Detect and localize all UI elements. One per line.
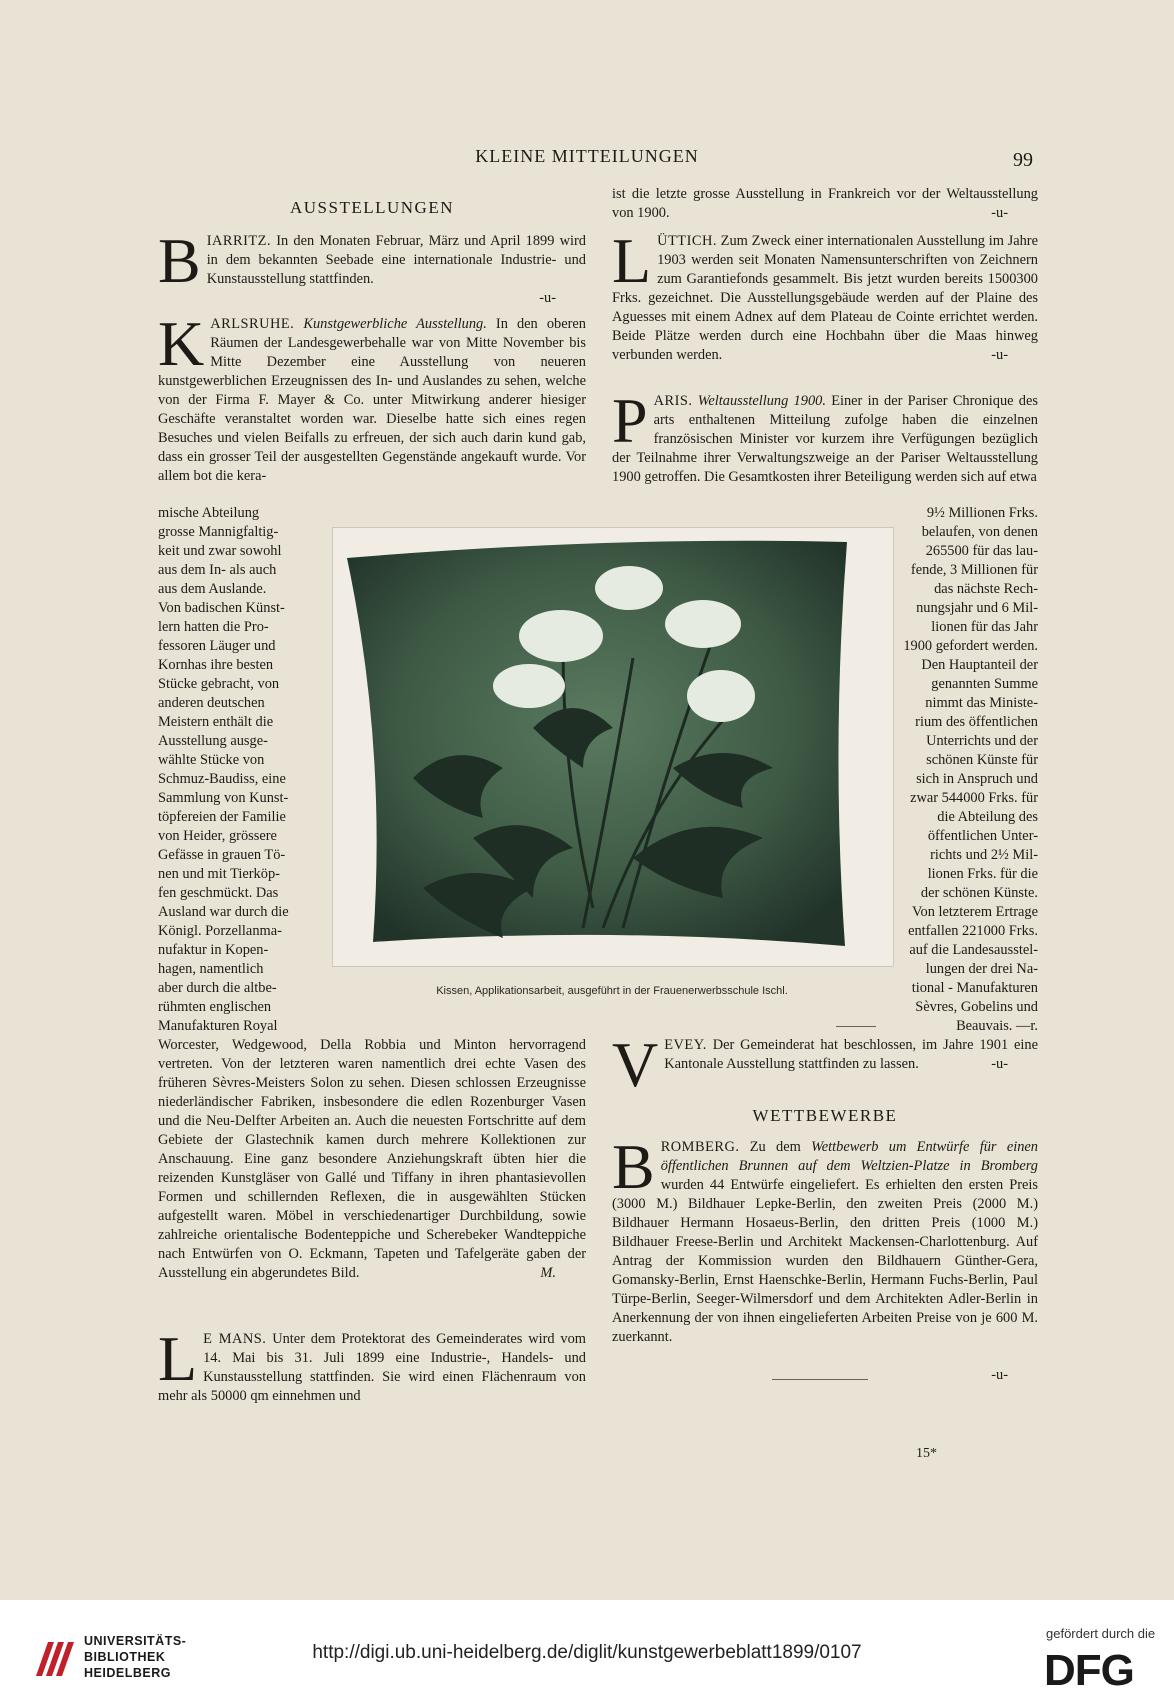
text-line: die Abteilung des	[937, 809, 1038, 825]
text-line: zwar 544000 Frks. für	[910, 790, 1038, 806]
text-line: der schönen Künste.	[920, 885, 1038, 901]
pillow-body	[347, 541, 847, 946]
article-head: IARRITZ.	[206, 233, 272, 249]
text-line: sich in Anspruch und	[916, 771, 1038, 787]
library-line: HEIDELBERG	[84, 1666, 171, 1680]
permalink[interactable]: http://digi.ub.uni-heidelberg.de/diglit/kunstgewerbeblatt1899/0107	[312, 1642, 862, 1663]
text-line: nungsjahr und 6 Mil-	[916, 600, 1038, 616]
text-line: Manufakturen Royal	[158, 1018, 278, 1034]
author-sig: -u-	[991, 1056, 1008, 1072]
text-line: fessoren Läuger und	[158, 638, 276, 654]
article-text: Einer in der Pariser Chronique des arts enthaltenen Mitteilung zufolge haben die einzelnen französischen Minister vor kurzem ihre Verfügungen bezüglich der Teilnahme ihrer Verwaltungszweige an der Pariser Weltausstellung 1900 getroffen. Die Gesamtkosten ihrer Beteiligung werden sich auf etwa	[612, 393, 1038, 485]
text-line: Sèvres, Gobelins und	[915, 999, 1038, 1015]
article-karlsruhe-narrow	[158, 504, 314, 1036]
text-line: lionen für das Jahr	[931, 619, 1038, 635]
article-karlsruhe-bottom	[158, 1036, 586, 1283]
drop-cap: P	[612, 385, 648, 456]
text-line: Unterrichts und der	[926, 733, 1038, 749]
article-bromberg	[612, 1131, 1038, 1347]
author-sig: -u-	[991, 205, 1008, 221]
article-head: ÜTTICH.	[657, 233, 717, 249]
text-line: 1900 gefordert werden.	[903, 638, 1038, 654]
text-line: belaufen, von denen	[921, 524, 1038, 540]
text-line: öffentlichen Unter-	[927, 828, 1038, 844]
text-line: Gefässe in grauen Tö-	[158, 847, 286, 863]
section-heading-ausstellungen: AUSSTELLUNGEN	[290, 198, 454, 217]
text-line: 9½ Millionen Frks.	[926, 505, 1038, 521]
article-head: ARIS.	[653, 393, 693, 409]
figure-caption: Kissen, Applikationsarbeit, ausgeführt in der Frauenerwerbsschule Ischl.	[436, 985, 788, 997]
text-line: das nächste Rech-	[934, 581, 1038, 597]
text-line: grosse Mannigfaltig-	[158, 524, 279, 540]
drop-cap: B	[158, 225, 201, 296]
article-text: In den oberen Räumen der Landesgewerbehalle war von Mitte November bis Mitte Dezember eine Ausstellung von neueren kunstgewerblichen Erzeugnissen des In- und Auslandes zu sehen, welche von der Firma F. Mayer & Co. unter Mitwirkung anderer hiesiger Geschäfte veranstaltet worden war. Dieselbe hatte sich eines regen Besuches und vielen Beifalls zu erfreuen, der sich auch darin kund gab, dass ein grosser Teil der ausgestellten Gegenstände angekauft wurde. Vor allem bot die kera-	[158, 316, 586, 484]
text-line: rium des öffentlichen	[915, 714, 1038, 730]
text-line: entfallen 221000 Frks.	[908, 923, 1038, 939]
text-line: Beauvais. —r.	[956, 1018, 1038, 1034]
article-text: Der Gemeinderat hat beschlossen, im Jahre 1901 eine Kantonale Ausstellung stattfinden zu lassen.	[664, 1037, 1038, 1072]
article-luettich	[612, 225, 1038, 365]
article-head: ROMBERG.	[660, 1139, 740, 1155]
text-line: fen geschmückt. Das	[158, 885, 279, 901]
text-line: lern hatten die Pro-	[158, 619, 269, 635]
text-line: töpfereien der Familie	[158, 809, 286, 825]
article-italic-title: Wettbewerb um Entwürfe für einen öffentlichen Brunnen auf dem Weltzien-Platze in Bromberg	[660, 1139, 1038, 1174]
text-line: nufaktur in Kopen-	[158, 942, 269, 958]
text-line: rühmten englischen	[158, 999, 272, 1015]
text-line: genannten Summe	[931, 676, 1038, 692]
article-paris-narrow	[884, 504, 1038, 1036]
text-line: mische Abteilung	[158, 505, 260, 521]
dfg-logo: DFG	[1044, 1646, 1134, 1695]
text-line: Schmuz-Baudiss, eine	[158, 771, 286, 787]
article-vevey	[612, 1029, 1038, 1100]
article-text: wurden 44 Entwürfe eingeliefert. Es erhielten den ersten Preis (3000 M.) Bildhauer Lepke-Berlin, den zweiten Preis (2000 M.) Bildhauer Hermann Hosaeus-Berlin, den dritten Preis (1000 M.) Bildhauer Freese-Berlin und Architekt Mackensen-Charlottenburg. Auf Antrag der Kommission wurden den Bildhauern Günther-Gera, Gomansky-Berlin, Ernst Haenschke-Berlin, Hermann Fuchs-Berlin, Paul Türpe-Berlin, Seeger-Wilmersdorf und dem Architekten Adler-Berlin in Anerkennung der von ihnen eingelieferten Arbeiten Preise von je 600 M. zuerkannt.	[612, 1177, 1038, 1345]
author-sig: -u-	[991, 1367, 1008, 1383]
drop-cap: L	[612, 225, 652, 296]
text-line: Königl. Porzellanma-	[158, 923, 282, 939]
text-line: fende, 3 Millionen für	[910, 562, 1038, 578]
text-line: lungen der drei Na-	[925, 961, 1038, 977]
article-text: In den Monaten Februar, März und April 1899 wird in dem bekannten Seebade eine internationale Industrie- und Kunstausstellung stattfinden.	[206, 233, 586, 287]
author-sig: M.	[540, 1265, 556, 1281]
article-italic-title: Kunstgewerbliche Ausstellung.	[303, 316, 487, 332]
text-line: schönen Künste für	[926, 752, 1038, 768]
article-continuation	[612, 185, 1038, 223]
page-number: 99	[1013, 149, 1033, 171]
text-line: von Heider, grössere	[158, 828, 277, 844]
text-line: Den Hauptanteil der	[921, 657, 1038, 673]
divider	[836, 1026, 876, 1027]
text-line: aber durch die altbe-	[158, 980, 277, 996]
drop-cap: V	[612, 1029, 659, 1100]
article-biarritz	[158, 225, 586, 308]
funder-text: gefördert durch die	[1046, 1626, 1156, 1641]
article-head: EVEY.	[664, 1037, 707, 1053]
text-line: Meistern enthält die	[158, 714, 274, 730]
text-line: tional - Manufakturen	[911, 980, 1038, 996]
article-text: ist die letzte grosse Ausstellung in Frankreich vor der Weltausstellung von 1900.	[612, 186, 1038, 221]
text-line: lionen Frks. für die	[927, 866, 1038, 882]
drop-cap: K	[158, 308, 205, 379]
drop-cap: L	[158, 1323, 198, 1394]
text-line: keit und zwar sowohl	[158, 543, 282, 559]
article-head: ARLSRUHE.	[210, 316, 295, 332]
running-header: KLEINE MITTEILUNGEN	[475, 146, 699, 166]
text-line: Von letzterem Ertrage	[912, 904, 1038, 920]
figure-pillow	[332, 527, 894, 967]
article-bromberg-sig	[612, 1366, 1038, 1385]
library-line: UNIVERSITÄTS-	[84, 1634, 187, 1648]
text-line: Sammlung von Kunst-	[158, 790, 289, 806]
text-line: auf die Landesausstel-	[909, 942, 1038, 958]
article-text: Unter dem Protektorat des Gemeinderates wird vom 14. Mai bis 31. Juli 1899 eine Industrie-, Handels- und Kunstausstellung stattfinden. Sie wird einen Flächenraum von mehr als 50000 qm einnehmen und	[158, 1331, 586, 1404]
article-paris-top	[612, 385, 1038, 487]
pillow-image	[333, 528, 893, 966]
author-sig: -u-	[991, 347, 1008, 363]
text-line: Ausland war durch die	[158, 904, 289, 920]
text-line: aus dem Auslande.	[158, 581, 267, 597]
footer-bar	[0, 1600, 1174, 1705]
text-line: anderen deutschen	[158, 695, 265, 711]
article-text: Zum Zweck einer internationalen Ausstellung im Jahre 1903 werden seit Monaten Namensunterschriften von Zeichnern zum Garantiefonds gesammelt. Bis jetzt wurden bereits 1500300 Frks. gezeichnet. Die Ausstellungsgebäude werden auf der Plaine des Aguesses mit einem Adnex auf dem Plateau de Cointe errichtet werden. Beide Plätze werden durch eine Hochbahn über die Maas hinweg verbunden werden.	[612, 233, 1038, 363]
article-text: Zu dem	[739, 1139, 812, 1155]
text-line: richts und 2½ Mil-	[930, 847, 1038, 863]
text-line: nen und mit Tierköp-	[158, 866, 280, 882]
article-karlsruhe-top	[158, 308, 586, 486]
article-head: E MANS.	[203, 1331, 267, 1347]
text-line: aus dem In- als auch	[158, 562, 277, 578]
section-heading-wettbewerbe: WETTBEWERBE	[752, 1106, 898, 1125]
text-line: 265500 für das lau-	[925, 543, 1038, 559]
drop-cap: B	[612, 1131, 655, 1202]
text-line: Von badischen Künst-	[158, 600, 285, 616]
text-line: Kornhas ihre besten	[158, 657, 274, 673]
text-line: Ausstellung ausge-	[158, 733, 268, 749]
article-lemans	[158, 1323, 586, 1406]
article-italic-title: Weltausstellung 1900.	[697, 393, 826, 409]
text-line: Stücke gebracht, von	[158, 676, 280, 692]
author-sig: -u-	[539, 290, 556, 306]
text-line: hagen, namentlich	[158, 961, 264, 977]
text-line: wählte Stücke von	[158, 752, 265, 768]
article-text: Worcester, Wedgewood, Della Robbia und Minton hervorragend vertreten. Von der letzteren waren namentlich drei echte Vasen des früheren Sèvres-Meisters Solon zu sehen. Diesen schlossen Erzeugnisse niederländischer Fabriken, insbesondere die edlen Rozenburger Vasen und die Neu-Delfter Arbeiten an. Auch die neuesten Fortschritte auf dem Gebiete der Glastechnik kamen durch mehrere Kollektionen zur Anschauung. Eine ganz besondere Anziehungskraft übten hier die reizenden Kunstgläser von Gallé und Tiffany in ihren phantasievollen Formen und schillernden Reflexen, die in ausgewählten Stücken aufgestellt waren. Möbel in verschiedenartiger Durchbildung, sowie zahlreiche orientalische Bodenteppiche und Scherebeker Wandteppiche nach Entwürfen von O. Eckmann, Tapeten und Tafelgeräte gaben der Ausstellung ein abgerundetes Bild.	[158, 1037, 586, 1281]
text-line: nimmt das Ministe-	[925, 695, 1038, 711]
signature-mark: 15*	[916, 1446, 937, 1461]
library-line: BIBLIOTHEK	[84, 1650, 166, 1664]
